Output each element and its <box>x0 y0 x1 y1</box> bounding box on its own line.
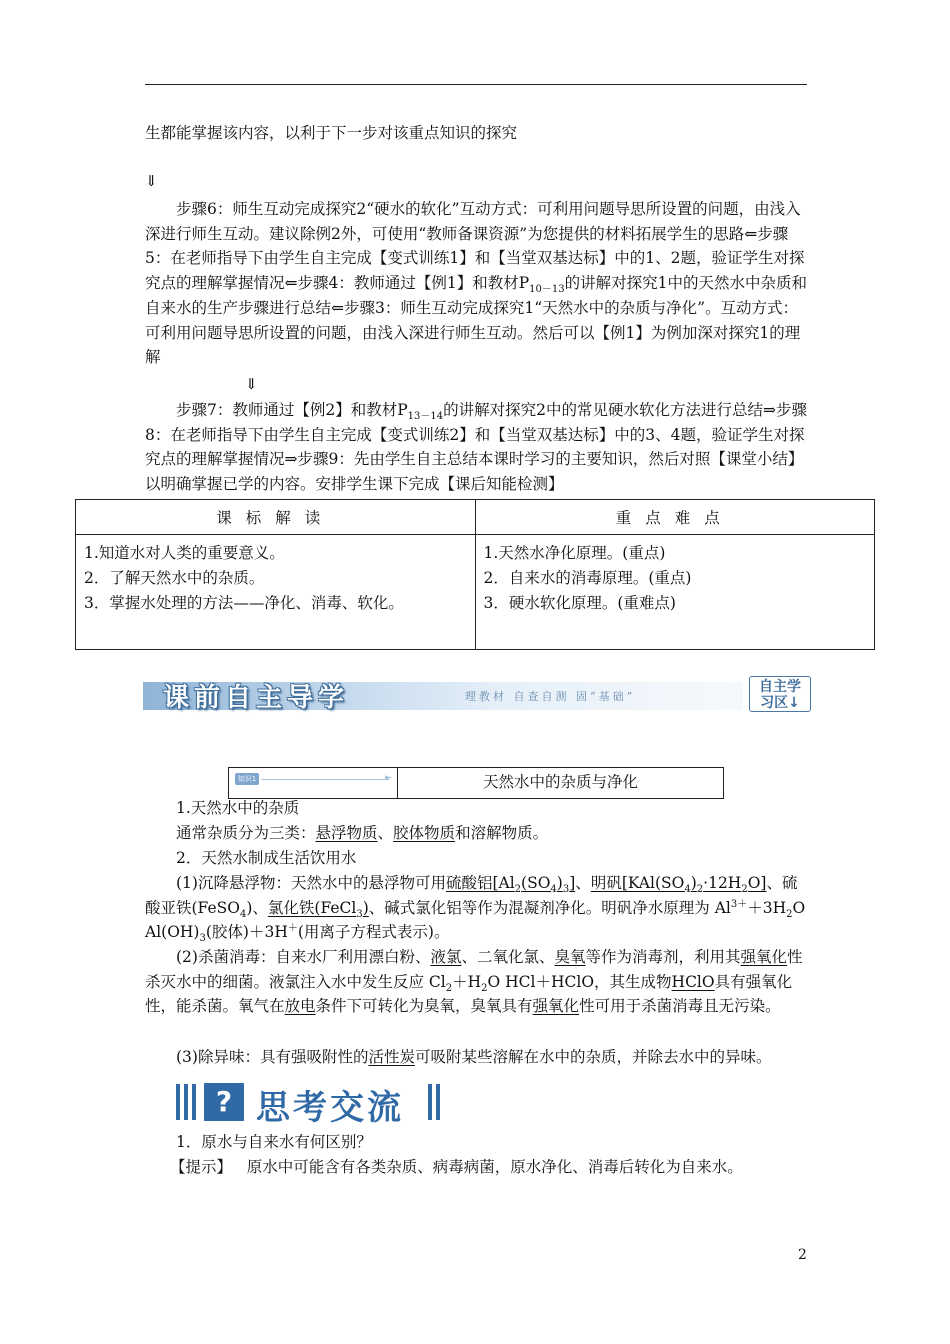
answer-colloid: 胶体物质 <box>393 824 456 842</box>
decorative-bar <box>184 1084 188 1120</box>
table-header-key-points: 重点难点 <box>475 500 875 535</box>
topic-tag-cell <box>229 768 398 798</box>
self-study-badge: 自主学 习区↓ <box>749 676 811 712</box>
decorative-bar <box>192 1084 196 1120</box>
think-discuss-heading <box>174 1080 444 1128</box>
page-number: 2 <box>798 1247 807 1263</box>
question-1: 1．原水与自来水有何区别？ <box>176 1133 372 1151</box>
table-cell-standards <box>76 535 476 650</box>
knowledge-tag-icon: 知识1 <box>235 773 259 785</box>
question-mark-icon: ? <box>204 1083 244 1121</box>
paragraph-disinfection: (2)杀菌消毒：自来水厂利用漂白粉、液氯、二氧化氯、臭氧等作为消毒剂，利用其强氧化性杀灭水中的细菌。液氯注入水中发生反应 $Cl_2+H_2O$ HCl＋HClO，其生成物HClO具有强氧化性，能杀菌。氧气在放电条件下可转化为臭氧，臭氧具有强氧化性可用于杀菌消毒且无污染。 <box>145 948 803 1016</box>
down-arrow-icon: ⇓ <box>145 172 158 190</box>
answer-alum: 明矾$[KAl(SO_4)_2\cdot 12H_2O]$ <box>590 874 767 896</box>
think-discuss-title: 思考交流 <box>256 1088 404 1128</box>
section2-title: 2．天然水制成生活饮用水 <box>176 849 357 867</box>
header-rule <box>145 84 807 85</box>
decorative-bar <box>176 1084 180 1120</box>
banner-title: 课前自主导学 <box>163 683 350 713</box>
decorative-line <box>261 779 389 780</box>
topic-title: 天然水中的杂质与净化 <box>482 773 638 791</box>
table-cell-key-points <box>475 535 875 650</box>
list-item: 2．自来水的消毒原理。(重点) <box>483 569 692 587</box>
section1 <box>176 796 806 821</box>
section1-body: 通常杂质分为三类：悬浮物质、胶体物质和溶解物质。 <box>176 824 549 842</box>
hint-text: 原水中可能含有各类杂质、病毒病菌，原水净化、消毒后转化为自来水。 <box>246 1158 743 1176</box>
hint <box>170 1155 810 1180</box>
section1-title: 1.天然水中的杂质 <box>176 799 300 817</box>
answer-alum-sulfate: 硫酸铝$[Al_2(SO_4)_3]$ <box>445 874 576 896</box>
objectives-table <box>75 499 875 650</box>
section-banner <box>143 676 813 716</box>
answer-ferric-chloride: 氯化铁(FeCl$_3$) <box>267 898 369 920</box>
continuation-line: 生都能掌握该内容，以利于下一步对该重点知识的探究 <box>145 124 518 142</box>
arrow-right-icon: ► <box>385 773 392 783</box>
list-item: 1.天然水净化原理。(重点) <box>483 544 666 562</box>
banner-subtitle: 理教材 自查自测 固“基础” <box>465 690 636 703</box>
decorative-bar <box>436 1084 440 1120</box>
list-item: 3．硬水软化原理。(重难点) <box>483 594 676 612</box>
answer-suspended: 悬浮物质 <box>315 824 378 842</box>
list-item: 1.知道水对人类的重要意义。 <box>84 544 285 562</box>
down-arrow-icon: ⇓ <box>245 375 258 393</box>
topic-header-box <box>228 767 724 799</box>
list-item: 3．掌握水处理的方法——净化、消毒、软化。 <box>84 594 404 612</box>
paragraph-settling: (1)沉降悬浮物：天然水中的悬浮物可用硫酸铝$[Al_2(SO_4)_3]$、明矾$[KAl(SO_4)_2\cdot 12H_2O]$、硫酸亚铁(FeSO$_4$)、氯化铁(FeCl$_3$)、碱式氯化铝等作为混凝剂净化。明矾净水原理为 $Al^{3+}+3H_2O$ $Al(OH)_3$(胶体)＋3H＋(用离子方程式表示)。 <box>145 874 806 945</box>
section2 <box>176 846 806 871</box>
decorative-bar <box>428 1084 432 1120</box>
table-header-standards: 课标解读 <box>76 500 476 535</box>
step6-paragraph: 步骤6：师生互动完成探究2“硬水的软化”互动方式：可利用问题导思所设置的问题，由浅入深进行师生互动。建议除例2外，可使用“教师备课资源”为您提供的材料拓展学生的思路⇐步骤5：在老师指导下由学生自主完成【变式训练1】和【当堂双基达标】中的1、2题，验证学生对探究点的理解掌握情况⇐步骤4：教师通过【例1】和教材$P_{10-13}$的讲解对探究1中的天然水中杂质和自来水的生产步骤进行总结⇐步骤3：师生互动完成探究1“天然水中的杂质与净化”。互动方式：可利用问题导思所设置的问题，由浅入深进行师生互动。然后可以【例1】为例加深对探究1的理解 <box>145 200 807 367</box>
list-item: 2．了解天然水中的杂质。 <box>84 569 265 587</box>
paragraph-deodorize: (3)除异味：具有强吸附性的活性炭可吸附某些溶解在水中的杂质，并除去水中的异味。 <box>176 1048 772 1066</box>
step7-paragraph: 步骤7：教师通过【例2】和教材$P_{13-14}$的讲解对探究2中的常见硬水软化方法进行总结⇒步骤8：在老师指导下由学生自主完成【变式训练2】和【当堂双基达标】中的3、4题，验证学生对探究点的理解掌握情况⇒步骤9：先由学生自主总结本课时学习的主要知识，然后对照【课堂小结】以明确掌握已学的内容。安排学生课下完成【课后知能检测】 <box>145 401 807 494</box>
hint-label: 【提示】 <box>170 1158 233 1176</box>
